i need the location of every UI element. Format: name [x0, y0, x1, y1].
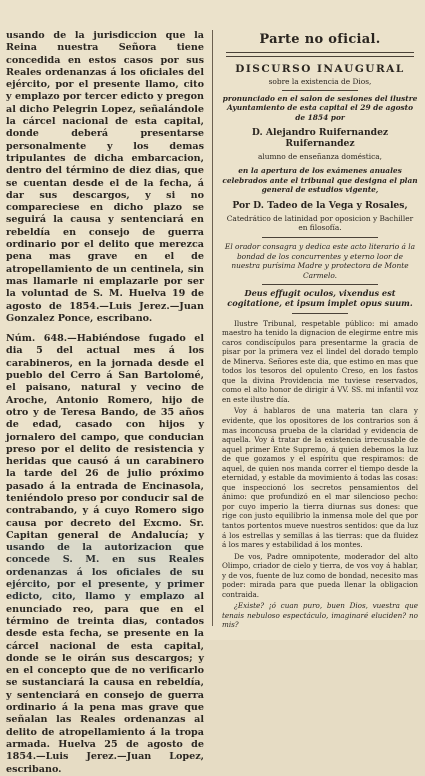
short-rule: [282, 90, 358, 91]
short-rule-4: [292, 313, 348, 314]
author-name: D. Alejandro Ruifernandez Ruifernandez: [251, 127, 389, 150]
title-rule: [226, 52, 414, 57]
left-column: [6, 30, 204, 775]
short-rule-2: [262, 237, 378, 238]
section-title: Parte no oficial.: [259, 32, 381, 47]
column-divider: [212, 30, 213, 626]
discourse-subject: sobre la existencia de Dios,: [268, 77, 372, 86]
discourse-title: DISCURSO INAUGURAL: [235, 63, 405, 75]
discourse-body-4: ¿Existe? ¡ó cuan puro, buen Dios, vuestra que tenais nebuloso espectáculo, imaginaré eluciden? no mis?: [222, 601, 418, 630]
discourse-body-3: De vos, Padre omnipotente, moderador del alto Olimpo, criador de cielo y tierra, de vos voy á hablar, y de vos, fuente de luz como de bondad, necesito mas poder: mirada para que pueda llenar la obligacion contraida.: [222, 551, 418, 599]
right-column: [222, 30, 418, 630]
patron-name: Por D. Tadeo de la Vega y Rosales,: [232, 199, 408, 211]
edict-paragraph-2: Núm. 648.—Habiéndose fugado el dia 5 del actual mes á los carabineros, en la jornada desde el pueblo del Cerro á San Bartolomé, el paisano, natural y vecino de Aroche, Antonio Romero, hijo de otro y de Teresa Bando, de 35 años de edad, casado con hijos y jornalero del campo, que conducian preso por el delito de resistencia y heridas que causó á un carabinero la tarde del 26 de julio próximo pasado á la entrada de Encinasola, teniéndolo preso por conducir sal de contrabando, y á cuyo Romero sigo causa por decreto del Excmo. Sr. Capitan general de Andalucía; y usando de la autorizacion que concede S. M. en sus Reales ordenanzas á los oficiales de su ejército, por el presente, y primer edicto, cito, llamo y emplazo al enunciado reo, para que en el término de treinta dias, contados desde esta fecha, se presente en la cárcel nacional de esta capital, donde se le oirán sus descargos; y en el concepto que de no verificarlo se sustanciará la causa en rebeldía, y sentenciará en consejo de guerra ordinario á la pena mas grave que señalan las Reales ordenanzas al delito de atropellamiento á la tropa armada. Huelva 25 de agosto de 1854.—Luis Jerez.—Juan Lopez, escribano.: [6, 333, 204, 775]
discourse-body-1: Ilustre Tribunal, respetable público: mi amado maestro ha tenido la dignacion de elegirme entre mis caros condiscípulos para presentarme la gracia de pisar por la primera vez el lindel del dorado templo de Minerva. Señores este dia, que estimo en mas que todos los tesoros del opulento Creso, en los fastos que la divina Providencia me tuviese reservados, como el alto honor de dirigir á VV. SS. mi infantil voz en este ilustre día.: [222, 318, 418, 404]
blue-stamp-mark: [10, 540, 200, 600]
pronounced-note: pronunciado en el salon de sesiones del ilustre Ayuntamiento de esta capital el 29 de agosto de 1854 por: [222, 93, 418, 122]
author-role: alumno de enseñanza doméstica,: [257, 152, 382, 162]
short-rule-3: [262, 284, 378, 285]
edict-paragraph-1: usando de la jurisdiccion que la Reina nuestra Señora tiene concedida en estos casos por sus Reales ordenanzas á los oficiales del ejército, por el presente llamo, cito y emplazo por tercer edicto y pregon al dicho Pelegrin Lopez, señalándole la cárcel nacional de esta capital, donde deberá presentarse personalmente y los demas tripulantes de dicha embarcacion, dentro del término de diez dias, que se cuentan desde el de la fecha, á dar sus descargos, y si no compareciese en dicho plazo se seguirá la causa y sentenciará en rebeldía en consejo de guerra ordinario por el delito que merezca pena mas grave en el de atropellamiento de un centinela, sin mas llamarle ni emplazarle por ser la voluntad de S. M. Huelva 19 de agosto de 1854.—Luis Jerez.—Juan Gonzalez Ponce, escribano.: [6, 30, 204, 324]
discourse-body-2: Voy á hablaros de una materia tan clara y evidente, que los opositores de los contrarios son á mas inconcusa prueba de la claridad y evidencia de aquella. Voy á tratar de la existencia irrecusable de aquel primer Ente Supremo, á quien debemos la luz de que gozamos y el espíritu que respiramos: de aquel, de quien nos manda correr el tiempo desde la eternidad, y estable da movimiento á todas las cosas: que inspeccionó los secretos pensamientos del ánimo: que profundizó en el mar silencioso pecho: por cuyo imperio la tierra diurnas sus dones: que rige con justo equilibrio la inmensa mole del que por tantos portentos mueve nuestros sentidos: que da luz á los estrellas y semillas á las tierras: que da fluidez á los mares y estabilidad á los montes.: [222, 406, 418, 550]
patron-role: Catedrático de latinidad por oposicion y Bachiller en filosofía.: [226, 213, 414, 233]
latin-motto: Deus effugit oculos, vixendus est cogitatione, et ipsum implet opus suum.: [227, 288, 413, 308]
exam-note: en la apertura de los exámenes anuales celebrados ante el tribunal que designa el plan general de estudios vigente,: [222, 165, 418, 195]
dedication: El orador consagra y dedica este acto literario á la bondad de los concurrentes y eterno loor de nuestra purísima Madre y protectora de Monte Carmelo.: [224, 241, 416, 280]
